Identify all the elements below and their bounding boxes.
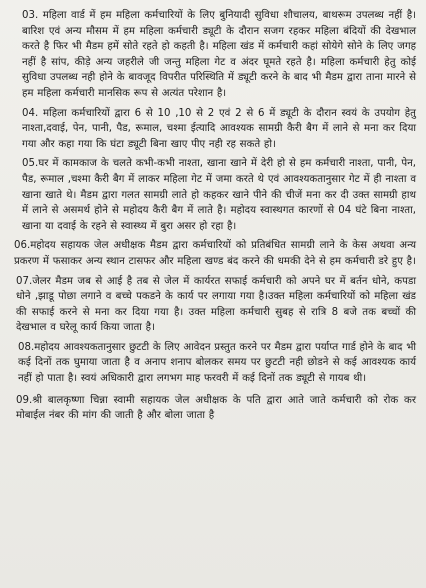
paragraph-08: [18, 340, 416, 387]
paragraph-number: 04.: [22, 107, 39, 119]
paragraph-text: महिला कर्मचारियों द्वारा 6 से 10 ,10 से 2 एवं 2 से 6 में ड्यूटी के दौरान स्वयं के उपयोग हेतु नाश्ता,दवाई, पेन, पानी, पैड, रूमाल, चश्मा ईत्यादि आवश्यक सामग्री कैरी बैग में लाने से मना कर दिया गया और कहा गया कि घंटा ड्यूटी बिना खाए पीए नही रह सकते हो।: [22, 107, 416, 150]
paragraph-number: 08.: [18, 341, 35, 353]
paragraph-number: 09.: [16, 394, 33, 406]
paragraph-text: घर में कामकाज के चलते कभी-कभी नाश्ता, खाना खाने में देरी हो से हम कर्मचारी नाश्ता, पानी, पेन, पैड, रूमाल ,चश्मा कैरी बैग में लाकर महिला गेट में जमा करते थे एवं आवश्यकतानुसार गेट में ही नाश्ता व खाना खाते थे। मैडम द्वारा गलत सामग्री लाते हो कहकर खाने पीने की चीजें मना कर दी उक्त सामग्री हाथ में लाने से असमर्थ होने से महोदय कैरी बैग में लाते है। महोदय स्वास्थगत कारणों से 04 घंटे बिना नाश्ता, खाना या दवाई के रहने से स्वास्थ्य में बुरा असर हो रहा है।: [22, 158, 416, 232]
paragraph-text: महिला वार्ड में हम महिला कर्मचारियों के लिए बुनियादी सुविधा शौचालय, बाथरूम उपलब्ध नहीं है। बारिश एवं अन्य मौसम में हम महिला कर्मचारी ड्यूटी के दौरान सजग रहकर महिला बंदियों की देखभाल करते है फिर भी मैडम हमें सोते रहते हो कहती है। महिला खंड में कर्मचारी कहां सोयेगे सोने के लिए जगह नहीं है सांप, कीड़े अन्य जहरीले जी जन्तु महिला गेट व अंदर घूमते रहते है। महिला कर्मचारी हेतु कोई सुविधा उपलब्ध नही होने के बावजूद विपरीत परिस्थिति में ड्यूटी करने के बाद भी मैडम द्वारा ताना मारने से हम महिला कर्मचारी मानसिक रूप से अत्यंत परेशान है।: [22, 10, 416, 99]
paragraph-text: श्री बालकृष्णा चिन्ना स्वामी सहायक जेल अधीक्षक के पति द्वारा आते जाते कर्मचारी को रोक कर मोबाईल नंबर की मांग की जाती है और बोला जाता है: [16, 394, 416, 422]
paragraph-text: महोदय सहायक जेल अधीक्षक मैडम द्वारा कर्मचारियों को प्रतिबंधित सामग्री लाने के केस अथवा अन्य प्रकरण में फसाकर अन्य स्थान टासफर और महिला खण्ड बंद करने की धमकी देने से हम कर्मचारी डरे हुए है।: [14, 240, 416, 267]
paragraph-number: 03.: [22, 10, 39, 21]
paragraph-07: [16, 274, 416, 336]
paragraph-09: [16, 393, 416, 424]
paragraph-06: [14, 238, 416, 269]
paragraph-number: 07.: [16, 275, 33, 287]
paragraph-number: 06.: [14, 240, 31, 252]
paragraph-04: [22, 106, 416, 153]
paragraph-text: महोदय आवश्यकतानुसार छुटटी के लिए आवेदन प्रस्तुत करने पर मैडम द्वारा पर्याप्त गार्ड होने के बाद भी कई दिनों तक घुमाया जाता है व अनाप शनाप बोलकर समय पर छुटटी नही छोडने से कई आवश्यक कार्य नहीं हो पाता है। स्वयं अधिकारी द्वारा लगभग माह फरवरी में कई दिनों तक ड्यूटी से गायब थी।: [18, 341, 416, 385]
paragraph-05: [22, 156, 416, 234]
paragraph-number: 05.: [22, 158, 39, 170]
paragraph-text: जेलर मैडम जब से आई है तब से जेल में कार्यरत सफाई कर्मचारी को अपने घर में बर्तन धोने, कपडा धोने ,झाडू पोछा लगाने व बच्चे पकडने के कार्य पर लगाया गया है।उक्त महिला कर्मचारियों को महिला खंड की सफाई करने से मना कर दिया गया है। उक्त महिला कर्मचारी सुबह से रात्रि 8 बजे तक बच्चों की देखभाल व घरेलू कार्य किया जाता है।: [16, 275, 416, 334]
paragraph-03: [22, 8, 416, 102]
